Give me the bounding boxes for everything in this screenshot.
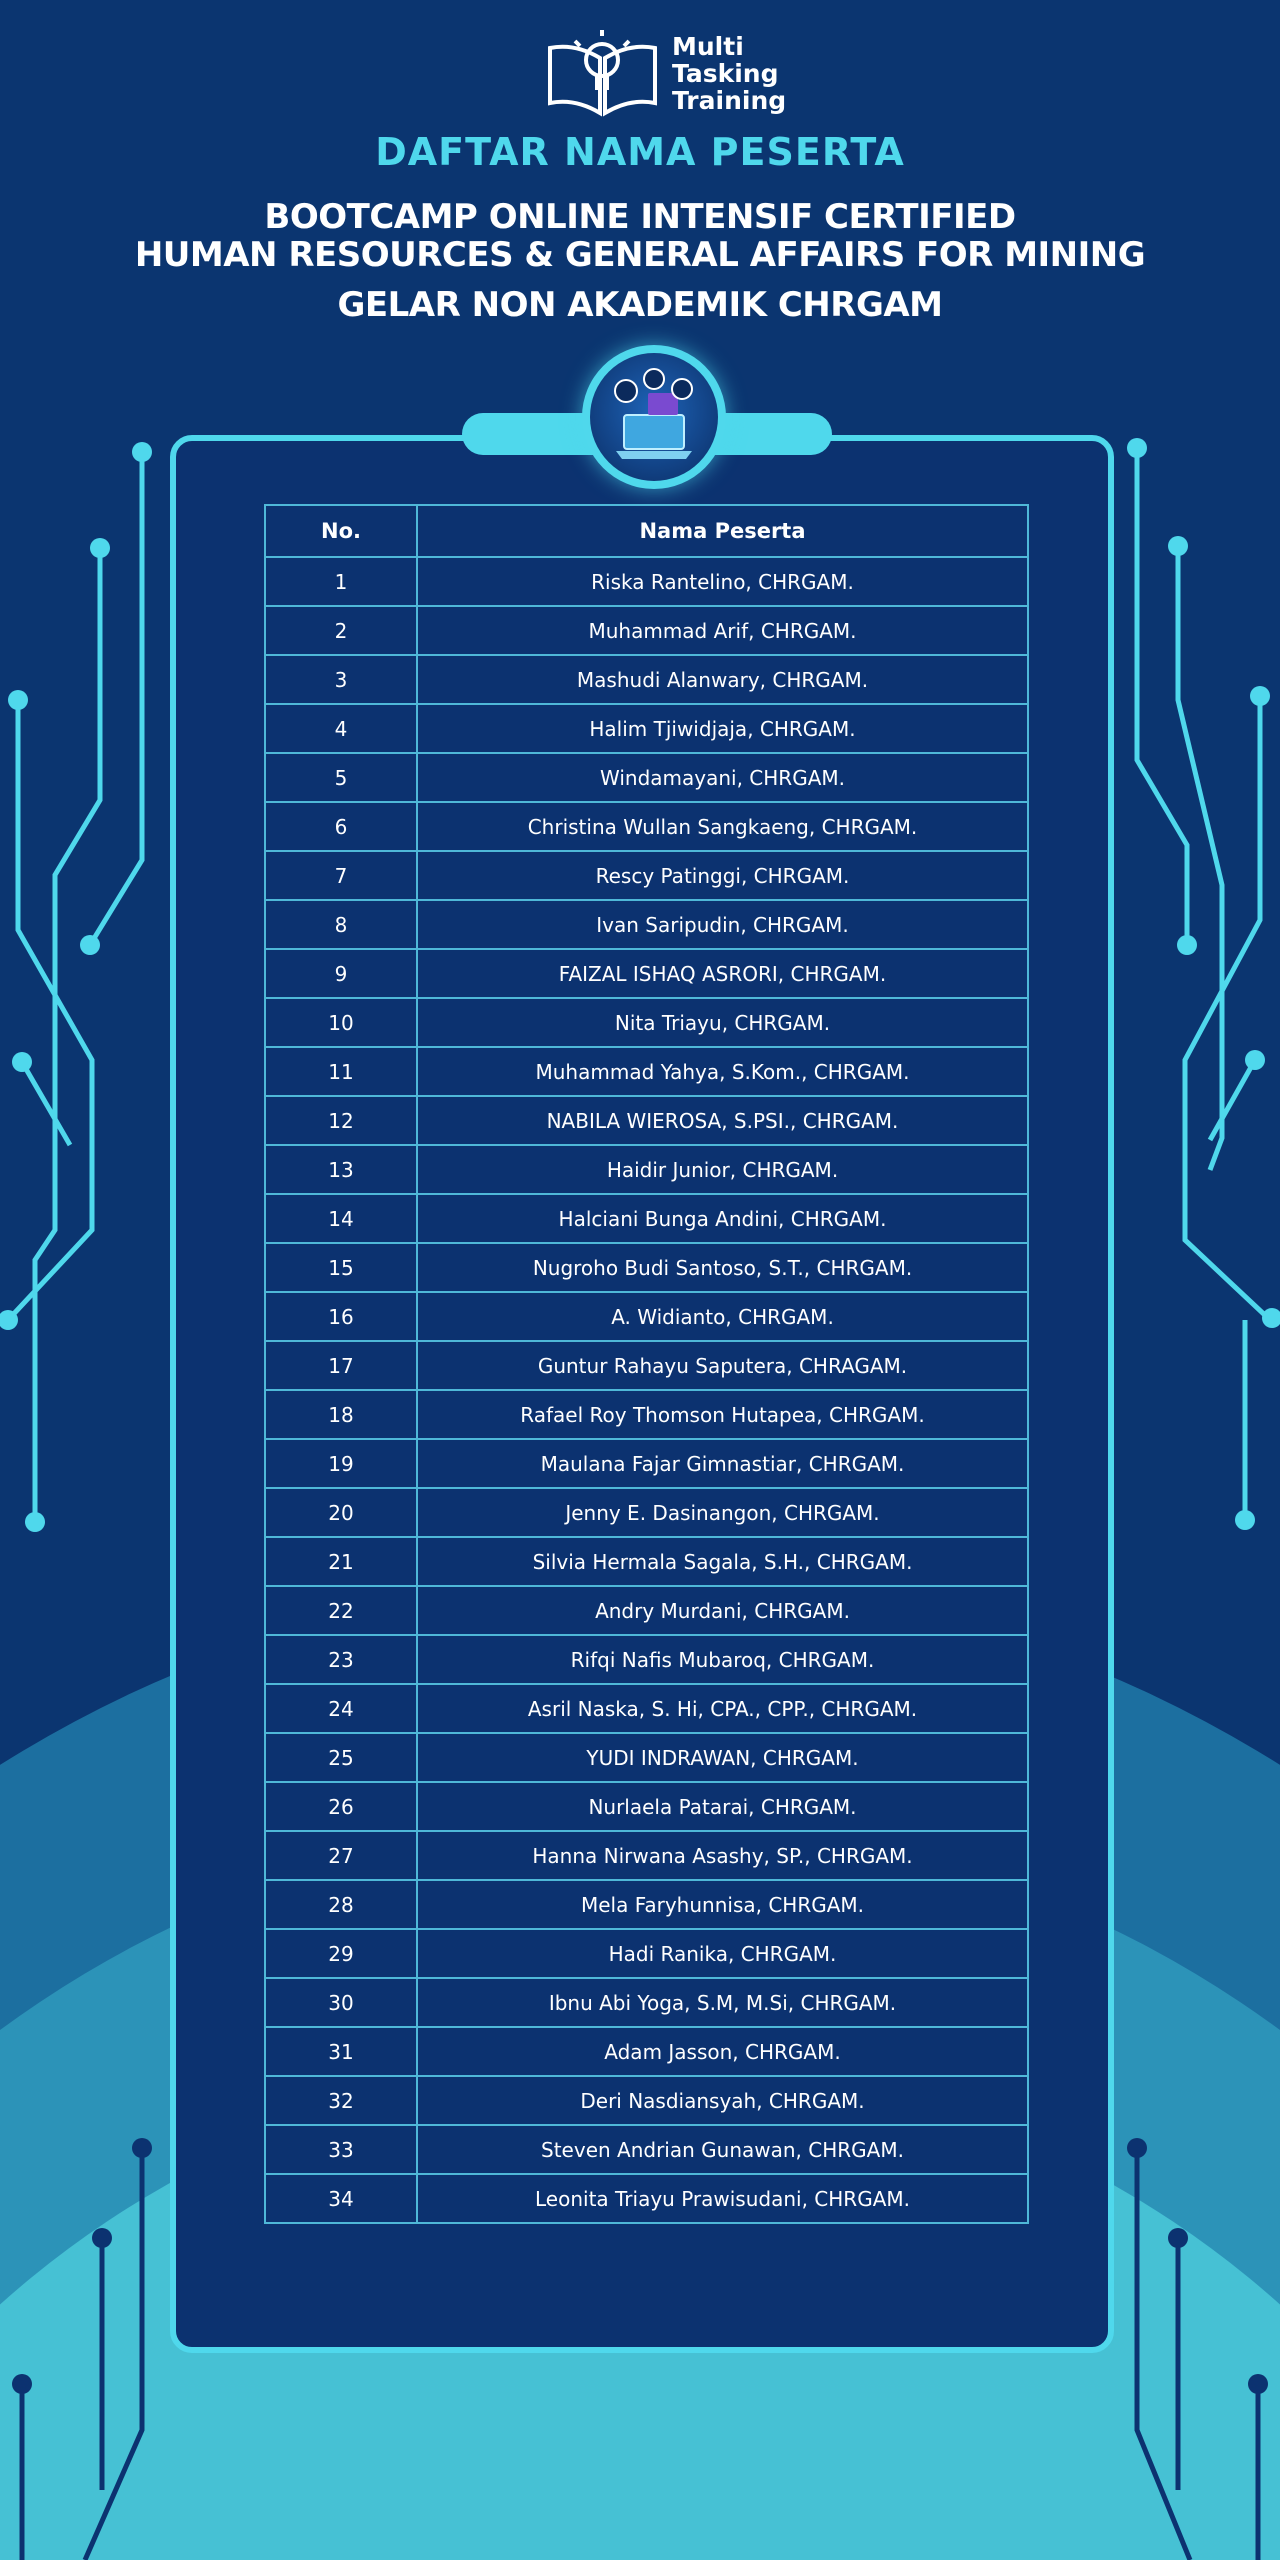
participant-name: Nugroho Budi Santoso, S.T., CHRGAM. [417, 1243, 1028, 1292]
participant-name: Rifqi Nafis Mubaroq, CHRGAM. [417, 1635, 1028, 1684]
participant-name: Mela Faryhunnisa, CHRGAM. [417, 1880, 1028, 1929]
emblem-inner [590, 353, 718, 481]
table-row [265, 851, 1028, 900]
participant-name: Nita Triayu, CHRGAM. [417, 998, 1028, 1047]
table-row [265, 1831, 1028, 1880]
table-row [265, 606, 1028, 655]
row-number: 8 [265, 900, 417, 949]
row-number: 12 [265, 1096, 417, 1145]
row-number: 25 [265, 1733, 417, 1782]
table-row [265, 1096, 1028, 1145]
participant-name: YUDI INDRAWAN, CHRGAM. [417, 1733, 1028, 1782]
table-row [265, 1586, 1028, 1635]
table-row [265, 1047, 1028, 1096]
table-row [265, 1635, 1028, 1684]
participant-name: Muhammad Yahya, S.Kom., CHRGAM. [417, 1047, 1028, 1096]
table-body [265, 557, 1028, 2223]
participant-name: Rafael Roy Thomson Hutapea, CHRGAM. [417, 1390, 1028, 1439]
technology-emblem [582, 345, 726, 489]
circuit-lines-right [1137, 448, 1268, 1520]
column-header-name: Nama Peserta [417, 505, 1028, 557]
column-header-no: No. [265, 505, 417, 557]
participant-name: Jenny E. Dasinangon, CHRGAM. [417, 1488, 1028, 1537]
row-number: 9 [265, 949, 417, 998]
row-number: 5 [265, 753, 417, 802]
circuit-lines-left [8, 452, 142, 1520]
row-number: 26 [265, 1782, 417, 1831]
participant-name: Leonita Triayu Prawisudani, CHRGAM. [417, 2174, 1028, 2223]
participant-name: Silvia Hermala Sagala, S.H., CHRGAM. [417, 1537, 1028, 1586]
participant-name: Hadi Ranika, CHRGAM. [417, 1929, 1028, 1978]
table-row [265, 900, 1028, 949]
participant-name: Hanna Nirwana Asashy, SP., CHRGAM. [417, 1831, 1028, 1880]
table-row [265, 1292, 1028, 1341]
row-number: 34 [265, 2174, 417, 2223]
participant-name: Maulana Fajar Gimnastiar, CHRGAM. [417, 1439, 1028, 1488]
event-title-line-1: BOOTCAMP ONLINE INTENSIF CERTIFIED [264, 197, 1016, 237]
participant-name: Riska Rantelino, CHRGAM. [417, 557, 1028, 606]
table-row [265, 1537, 1028, 1586]
participant-name: Rescy Patinggi, CHRGAM. [417, 851, 1028, 900]
participant-name: Adam Jasson, CHRGAM. [417, 2027, 1028, 2076]
table-row [265, 1390, 1028, 1439]
row-number: 28 [265, 1880, 417, 1929]
book-lightbulb-icon [545, 28, 660, 123]
list-title: DAFTAR NAMA PESERTA [375, 130, 905, 174]
table-row [265, 1439, 1028, 1488]
table-row [265, 1880, 1028, 1929]
event-title-line-2: HUMAN RESOURCES & GENERAL AFFAIRS FOR MINING [134, 235, 1146, 275]
row-number: 27 [265, 1831, 417, 1880]
table-row [265, 704, 1028, 753]
row-number: 4 [265, 704, 417, 753]
circuit-nodes-right [1127, 438, 1280, 1530]
participant-name: Nurlaela Patarai, CHRGAM. [417, 1782, 1028, 1831]
table-row [265, 2027, 1028, 2076]
table-row [265, 2125, 1028, 2174]
row-number: 17 [265, 1341, 417, 1390]
table-row [265, 1488, 1028, 1537]
laptop-network-icon [590, 353, 718, 481]
table-row [265, 1684, 1028, 1733]
table-row [265, 1929, 1028, 1978]
brand-name-line-2: Tasking [672, 59, 779, 88]
table-row [265, 998, 1028, 1047]
participant-name: Haidir Junior, CHRGAM. [417, 1145, 1028, 1194]
table-row [265, 802, 1028, 851]
row-number: 3 [265, 655, 417, 704]
row-number: 11 [265, 1047, 417, 1096]
table-row [265, 1341, 1028, 1390]
participant-name: Halciani Bunga Andini, CHRGAM. [417, 1194, 1028, 1243]
row-number: 10 [265, 998, 417, 1047]
row-number: 21 [265, 1537, 417, 1586]
participant-name: FAIZAL ISHAQ ASRORI, CHRGAM. [417, 949, 1028, 998]
brand-logo [545, 28, 795, 123]
table-row [265, 1733, 1028, 1782]
table-row [265, 2174, 1028, 2223]
row-number: 7 [265, 851, 417, 900]
participant-name: Halim Tjiwidjaja, CHRGAM. [417, 704, 1028, 753]
row-number: 1 [265, 557, 417, 606]
table-row [265, 1145, 1028, 1194]
row-number: 32 [265, 2076, 417, 2125]
participant-name: Deri Nasdiansyah, CHRGAM. [417, 2076, 1028, 2125]
row-number: 19 [265, 1439, 417, 1488]
table-row [265, 1194, 1028, 1243]
participant-name: Mashudi Alanwary, CHRGAM. [417, 655, 1028, 704]
circuit-nodes-left [0, 442, 152, 1532]
row-number: 31 [265, 2027, 417, 2076]
table-header-row [265, 505, 1028, 557]
brand-name-line-3: Training [672, 86, 787, 115]
participant-name: NABILA WIEROSA, S.PSI., CHRGAM. [417, 1096, 1028, 1145]
table-row [265, 1978, 1028, 2027]
row-number: 13 [265, 1145, 417, 1194]
participant-name: Steven Andrian Gunawan, CHRGAM. [417, 2125, 1028, 2174]
table-row [265, 949, 1028, 998]
table-row [265, 1243, 1028, 1292]
participant-name: Christina Wullan Sangkaeng, CHRGAM. [417, 802, 1028, 851]
row-number: 29 [265, 1929, 417, 1978]
table-row [265, 2076, 1028, 2125]
event-title [0, 198, 1280, 274]
row-number: 33 [265, 2125, 417, 2174]
participant-name: Muhammad Arif, CHRGAM. [417, 606, 1028, 655]
table-row [265, 1782, 1028, 1831]
participant-name: Guntur Rahayu Saputera, CHRAGAM. [417, 1341, 1028, 1390]
participant-table [264, 504, 1029, 2224]
row-number: 30 [265, 1978, 417, 2027]
row-number: 14 [265, 1194, 417, 1243]
row-number: 18 [265, 1390, 417, 1439]
participant-name: Ivan Saripudin, CHRGAM. [417, 900, 1028, 949]
row-number: 16 [265, 1292, 417, 1341]
row-number: 15 [265, 1243, 417, 1292]
table-row [265, 655, 1028, 704]
participant-name: Asril Naska, S. Hi, CPA., CPP., CHRGAM. [417, 1684, 1028, 1733]
row-number: 24 [265, 1684, 417, 1733]
brand-name-line-1: Multi [672, 32, 744, 61]
row-number: 2 [265, 606, 417, 655]
row-number: 6 [265, 802, 417, 851]
participant-name: Windamayani, CHRGAM. [417, 753, 1028, 802]
table-row [265, 753, 1028, 802]
row-number: 22 [265, 1586, 417, 1635]
brand-name [672, 33, 786, 114]
row-number: 23 [265, 1635, 417, 1684]
event-subtitle: GELAR NON AKADEMIK CHRGAM [337, 285, 943, 325]
participant-name: Andry Murdani, CHRGAM. [417, 1586, 1028, 1635]
table-row [265, 557, 1028, 606]
participant-name: Ibnu Abi Yoga, S.M, M.Si, CHRGAM. [417, 1978, 1028, 2027]
row-number: 20 [265, 1488, 417, 1537]
participant-name: A. Widianto, CHRGAM. [417, 1292, 1028, 1341]
